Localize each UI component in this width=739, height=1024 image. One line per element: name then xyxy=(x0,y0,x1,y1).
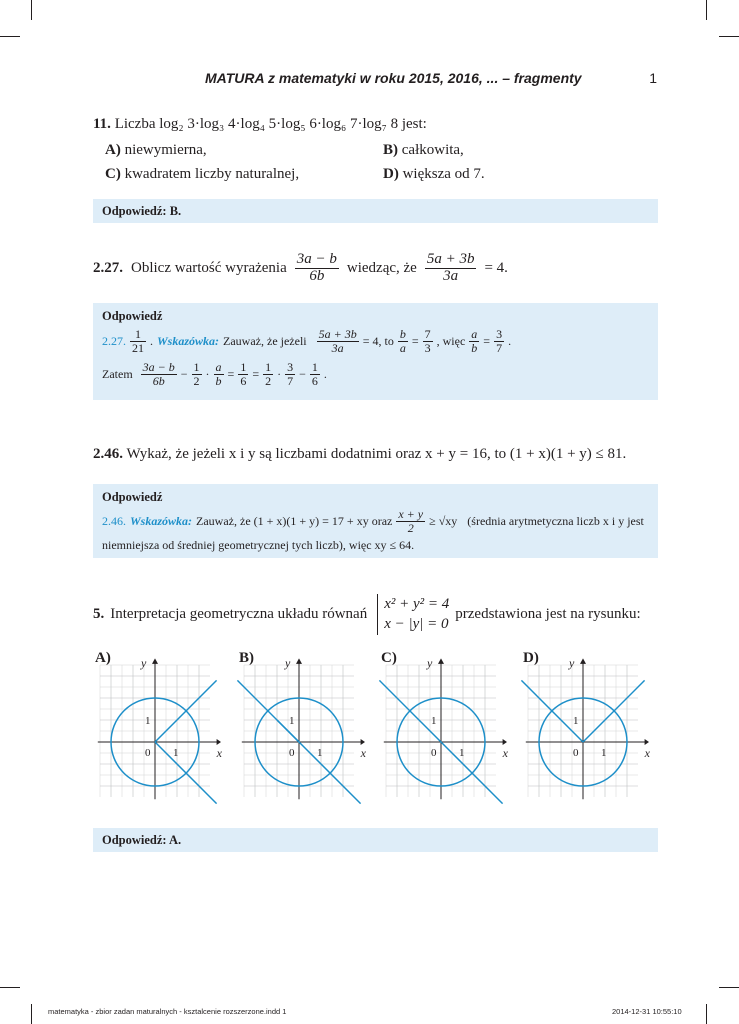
q11-answer: Odpowiedź: B. xyxy=(102,204,182,218)
page-number: 1 xyxy=(649,70,657,86)
graph-label-C: C) xyxy=(381,650,397,666)
q5-answer-box xyxy=(93,828,658,852)
graph-label-B: B) xyxy=(239,650,254,666)
page-header xyxy=(205,70,657,86)
crop-mark xyxy=(31,1004,32,1024)
tick-label-x1: 1 xyxy=(459,747,465,759)
crop-mark xyxy=(31,0,32,20)
x-axis-label: x xyxy=(644,746,650,760)
q11-option-b: B) całkowita, xyxy=(383,142,464,158)
ray-up-right xyxy=(155,680,217,742)
y-axis-label: y xyxy=(427,656,433,671)
x-axis-label: x xyxy=(216,746,222,760)
tick-label-y1: 1 xyxy=(431,715,437,727)
q246-answer-box xyxy=(93,484,658,558)
ray-down-right xyxy=(441,742,503,804)
x-axis-label: x xyxy=(502,746,508,760)
ray-down-right xyxy=(299,742,361,804)
q11-option-c: C) kwadratem liczby naturalnej, xyxy=(105,166,300,182)
q227-result-line: Zatem $\frac{3a - b}{6b}$ − $\frac{1}{2}$ · $\frac{a}{b}$ = $\frac{1}{6}$ = $\frac{1}{2}$ · $\frac{3}{7}$ − $\frac{1}{6}$ . xyxy=(102,360,327,388)
q11-statement xyxy=(93,116,427,133)
q227-expression: $\frac{3a - b}{6b}$ xyxy=(296,251,337,284)
crop-mark xyxy=(706,1004,707,1024)
tick-label-0: 0 xyxy=(431,747,437,759)
q227-answer-title: Odpowiedź xyxy=(102,309,163,323)
graph-label-D: D) xyxy=(523,650,539,666)
x-axis-arrow xyxy=(361,739,365,745)
q227-condition: $\frac{5a + 3b}{3a}$ xyxy=(426,251,475,284)
x-axis-arrow xyxy=(217,739,221,745)
q246-hint-line-2: niemniejsza od średniej geometrycznej tych liczb), więc xy ≤ 64. xyxy=(102,538,415,552)
tick-label-y1: 1 xyxy=(289,715,295,727)
footer-filename: matematyka - zbior zadan maturalnych - ksztalcenie rozszerzone.indd 1 xyxy=(48,1007,287,1016)
q5-statement: 5. Interpretacja geometryczna układu równań x² + y² = 4 x − |y| = 0 przedstawiona jest na rysunku: xyxy=(93,594,641,635)
y-axis-label: y xyxy=(569,656,575,671)
x-axis-arrow xyxy=(645,739,649,745)
ray-up-left xyxy=(521,680,583,742)
q11-option-a: A) niewymierna, xyxy=(105,142,207,158)
tick-label-0: 0 xyxy=(289,747,295,759)
q246-statement: 2.46. Wykaż, że jeżeli x i y są liczbami dodatnimi oraz x + y = 16, to (1 + x)(1 + y) ≤ 81. xyxy=(93,446,627,462)
crop-mark xyxy=(0,36,20,37)
tick-label-x1: 1 xyxy=(601,747,607,759)
q11-option-d: D) większa od 7. xyxy=(383,166,485,182)
header-title: MATURA z matematyki w roku 2015, 2016, ... – fragmenty xyxy=(205,70,582,86)
y-axis-arrow xyxy=(580,658,586,664)
crop-mark xyxy=(719,987,739,988)
q11-answer-box xyxy=(93,199,658,223)
tick-label-0: 0 xyxy=(573,747,579,759)
graph-label-A: A) xyxy=(95,650,111,666)
q227-statement: 2.27. Oblicz wartość wyrażenia $\frac{3a - b}{6b}$ wiedząc, że $\frac{5a + 3b}{3a}$ = 4. xyxy=(93,251,508,284)
q246-answer-title: Odpowiedź xyxy=(102,490,163,504)
ray-up-right xyxy=(583,680,645,742)
ray-up-left xyxy=(379,680,441,742)
q246-hint-line: 2.46. Wskazówka: Zauważ, że (1 + x)(1 + y) = 17 + xy oraz $\frac{x + y}{2}$ ≥ √xy (średnia arytmetyczna liczb x i y jest xyxy=(102,507,644,535)
tick-label-x1: 1 xyxy=(317,747,323,759)
q11-number: 11. xyxy=(93,116,111,132)
q5-system: x² + y² = 4 x − |y| = 0 xyxy=(377,594,449,635)
tick-label-y1: 1 xyxy=(145,715,151,727)
y-axis-arrow xyxy=(152,658,158,664)
q227-hint-line: 2.27. $\frac{1}{21}$ . Wskazówka: Zauważ, że jeżeli $\frac{5a + 3b}{3a}$ = 4, to $\frac{b}{a}$ = $\frac{7}{3}$ , więc $\frac{a}{b}$ = $\frac{3}{7}$ . xyxy=(102,327,512,355)
q11-text: Liczba log₂ 3·log₃ 4·log₄ 5·log₅ 6·log₆ 7·log₇ 8 jest: xyxy=(114,116,427,132)
crop-mark xyxy=(719,36,739,37)
crop-mark xyxy=(706,0,707,20)
x-axis-label: x xyxy=(360,746,366,760)
q5-graphs-svg xyxy=(93,646,658,816)
y-axis-label: y xyxy=(285,656,291,671)
y-axis-arrow xyxy=(438,658,444,664)
ray-down-right xyxy=(155,742,217,804)
tick-label-0: 0 xyxy=(145,747,151,759)
q227-answer-box xyxy=(93,303,658,400)
q5-answer: Odpowiedź: A. xyxy=(102,833,182,847)
footer-timestamp: 2014-12-31 10:55:10 xyxy=(612,1007,682,1016)
tick-label-y1: 1 xyxy=(573,715,579,727)
x-axis-arrow xyxy=(503,739,507,745)
y-axis-arrow xyxy=(296,658,302,664)
tick-label-x1: 1 xyxy=(173,747,179,759)
y-axis-label: y xyxy=(141,656,147,671)
crop-mark xyxy=(0,987,20,988)
q5-graphs xyxy=(93,646,658,816)
